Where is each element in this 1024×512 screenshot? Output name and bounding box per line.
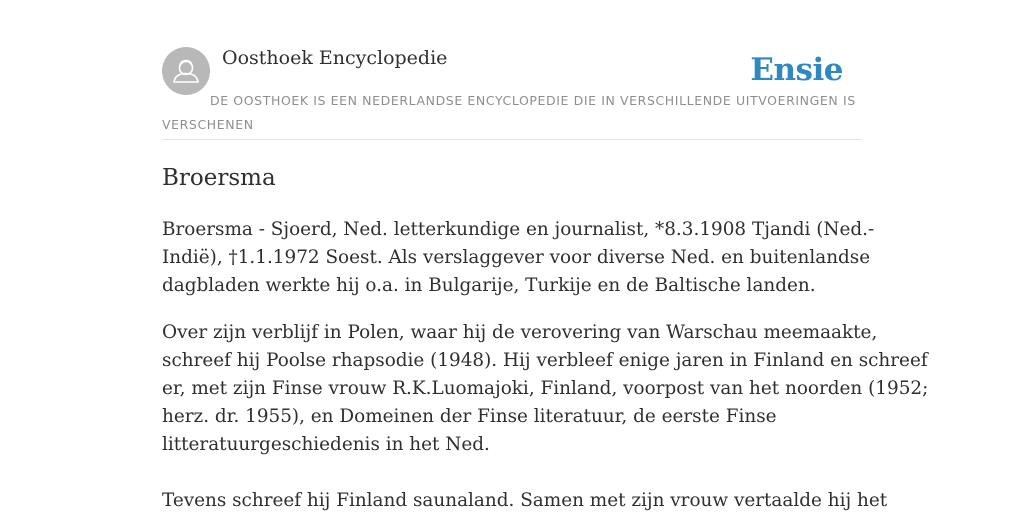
- article-paragraph: [162, 487, 888, 512]
- paragraph-line: Tevens schreef hij Finland saunaland. Samen met zijn vrouw vertaalde hij het: [162, 490, 888, 511]
- article-paragraph: [162, 319, 929, 459]
- article-paragraph: [162, 216, 875, 300]
- paragraph-line: er, met zijn Finse vrouw R.K.Luomajoki, Finland, voorpost van het noorden (1952;: [162, 378, 929, 399]
- paragraph-line: Over zijn verblijf in Polen, waar hij de verovering van Warschau meemaakte,: [162, 322, 878, 343]
- site-tagline: DE OOSTHOEK IS EEN NEDERLANDSE ENCYCLOPEDIE DIE IN VERSCHILLENDE UITVOERINGEN IS VERSCHENEN: [162, 93, 856, 132]
- site-header: [162, 0, 862, 140]
- paragraph-line: Broersma - Sjoerd, Ned. letterkundige en journalist, *8.3.1908 Tjandi (Ned.-: [162, 219, 875, 240]
- article-body: [162, 216, 929, 512]
- brand-logo[interactable]: Ensie: [750, 52, 843, 88]
- user-avatar-icon-svg: [162, 47, 210, 95]
- paragraph-line: herz. dr. 1955), en Domeinen der Finse literatuur, de eerste Finse: [162, 406, 777, 427]
- article-title: Broersma: [162, 165, 276, 191]
- paragraph-line: litteratuurgeschiedenis in het Ned.: [162, 434, 490, 455]
- content-column: [162, 0, 929, 511]
- paragraph-line: schreef hij Poolse rhapsodie (1948). Hij verbleef enige jaren in Finland en schreef: [162, 350, 928, 371]
- paragraph-line: dagbladen werkte hij o.a. in Bulgarije, Turkije en de Baltische landen.: [162, 275, 816, 296]
- site-title[interactable]: Oosthoek Encyclopedie: [222, 47, 448, 69]
- paragraph-line: Indië), †1.1.1972 Soest. Als verslaggever voor diverse Ned. en buitenlandse: [162, 247, 871, 268]
- user-avatar-icon[interactable]: [162, 47, 210, 95]
